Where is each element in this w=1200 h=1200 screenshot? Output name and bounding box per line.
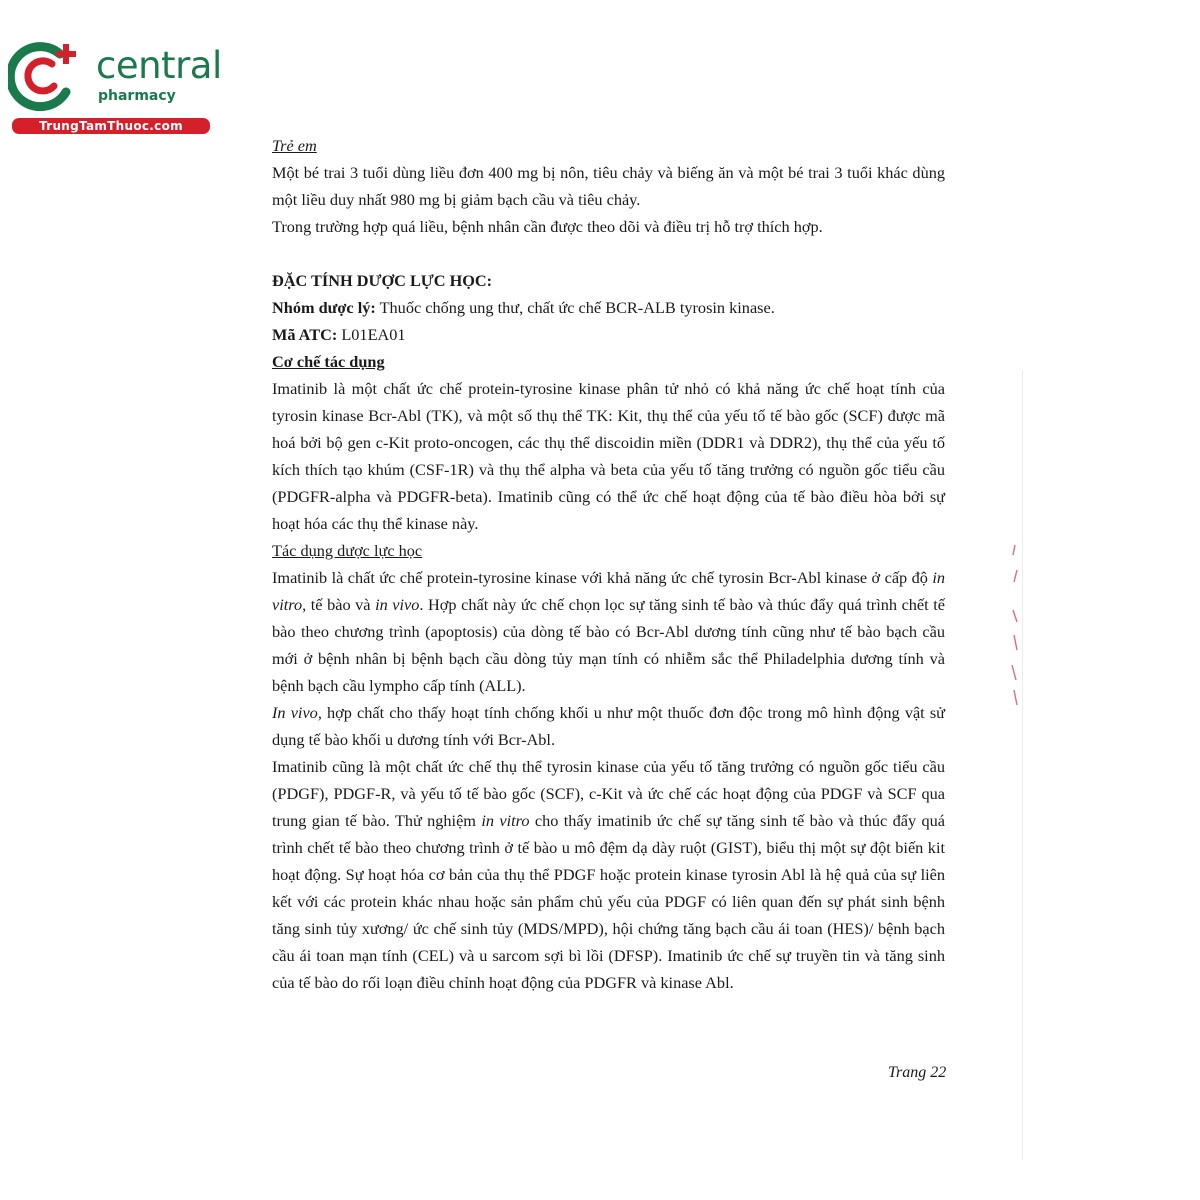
page-edge-line xyxy=(1022,370,1023,1160)
atc-code-label: Mã ATC: xyxy=(272,325,338,344)
red-stamp-marks xyxy=(1008,540,1022,730)
atc-code xyxy=(272,321,945,348)
effect-paragraph-2: In vivo, hợp chất cho thấy hoạt tính chống khối u như một thuốc đơn độc trong mô hình động vật sử dụng tế bào khối u dương tính với Bcr-Abl. xyxy=(272,703,945,749)
paragraph-children-overdose: Một bé trai 3 tuổi dùng liều đơn 400 mg bị nôn, tiêu chảy và biếng ăn và một bé trai 3 tuổi khác dùng một liều duy nhất 980 mg bị giảm bạch cầu và tiêu chảy. xyxy=(272,163,945,209)
mechanism-heading: Cơ chế tác dụng xyxy=(272,352,385,371)
brand-logo xyxy=(8,36,222,136)
brand-name: central xyxy=(96,44,222,87)
section-heading-pharmacodynamics: ĐẶC TÍNH DƯỢC LỰC HỌC: xyxy=(272,271,493,290)
pharmacological-group-value: Thuốc chống ung thư, chất ức chế BCR-ALB tyrosin kinase. xyxy=(375,298,775,317)
section-heading-children: Trẻ em xyxy=(272,136,317,155)
pharmacological-group-label: Nhóm dược lý: xyxy=(272,298,376,317)
central-pharmacy-logo-icon xyxy=(8,36,92,112)
mechanism-paragraph: Imatinib là một chất ức chế protein-tyrosine kinase phân tử nhỏ có khả năng ức chế hoạt tính của tyrosin kinase Bcr-Abl (TK), và một số thụ thể TK: Kit, thụ thể của yếu tố tế bào gốc (SCF) được mã hoá bởi bộ gen c-Kit proto-oncogen, các thụ thể discoidin miền (DDR1 và DDR2), thụ thể của yếu tố kích thích tạo khúm (CSF-1R) và thụ thể alpha và beta của yếu tố tăng trưởng có nguồn gốc tiểu cầu (PDGFR-alpha và PDGFR-beta). Imatinib cũng có thể ức chế hoạt động của tế bào điều hòa bởi sự hoạt hóa các thụ thể kinase này. xyxy=(272,379,945,533)
brand-website: TrungTamThuoc.com xyxy=(12,118,210,134)
page-number: Trang 22 xyxy=(888,1064,947,1081)
effect-paragraph-1: Imatinib là chất ức chế protein-tyrosine kinase với khả năng ức chế tyrosin Bcr-Abl kinase ở cấp độ in vitro, tế bào và in vivo. Hợp chất này ức chế chọn lọc sự tăng sinh tế bào và thúc đẩy quá trình chết tế bào theo chương trình (apoptosis) của dòng tế bào có Bcr-Abl dương tính cũng như tế bào bạch cầu mới ở bệnh nhân bị bệnh bạch cầu dòng tủy mạn tính có nhiễm sắc thể Philadelphia dương tính và bệnh bạch cầu lympho cấp tính (ALL). xyxy=(272,568,945,695)
atc-code-value: L01EA01 xyxy=(337,325,406,344)
effect-paragraph-3: Imatinib cũng là một chất ức chế thụ thể tyrosin kinase của yếu tố tăng trưởng có nguồn gốc tiểu cầu (PDGF), PDGF-R, và yếu tố tế bào gốc (SCF), c-Kit và ức chế các hoạt động của PDGF và SCF qua trung gian tế bào. Thử nghiệm in vitro cho thấy imatinib ức chế sự tăng sinh tế bào và thúc đẩy quá trình chết tế bào theo chương trình ở tế bào u mô đệm dạ dày ruột (GIST), biểu thị một sự đột biến kit hoạt động. Sự hoạt hóa cơ bản của thụ thể PDGF hoặc protein kinase tyrosin Abl là hệ quả của sự liên kết với các protein khác nhau hoặc sản phẩm chủ yếu của PDGF có liên quan đến sự phát sinh bệnh tăng sinh tủy xương/ ức chế sinh tủy (MDS/MPD), hội chứng tăng bạch cầu ái toan (HES)/ bệnh bạch cầu ái toan mạn tính (CEL) và u sarcom sợi bì lồi (DFSP). Imatinib ức chế sự truyền tin và tăng sinh của tế bào do rối loạn điều chỉnh hoạt động của PDGFR và kinase Abl. xyxy=(272,757,945,992)
brand-subtitle: pharmacy xyxy=(98,88,176,104)
document-body xyxy=(272,132,945,996)
pharmacological-group xyxy=(272,294,945,321)
paragraph-overdose-management: Trong trường hợp quá liều, bệnh nhân cần được theo dõi và điều trị hỗ trợ thích hợp. xyxy=(272,217,823,236)
pharmacodynamic-effect-heading: Tác dụng dược lực học xyxy=(272,541,423,560)
